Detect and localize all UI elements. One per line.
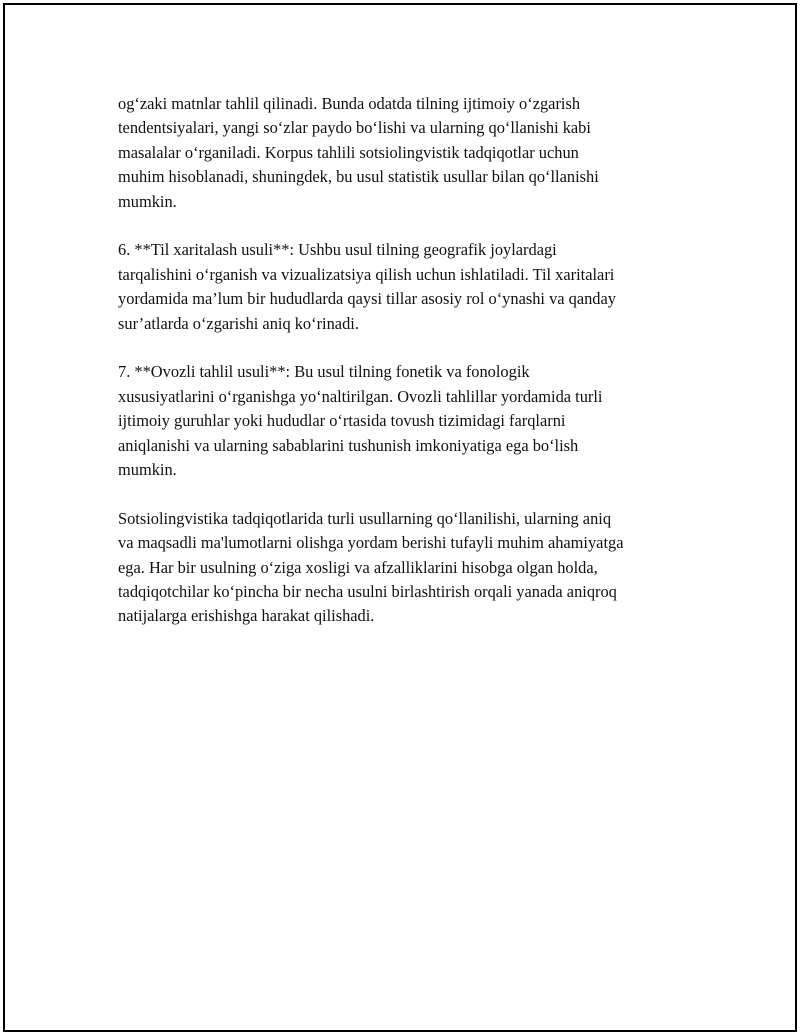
paragraph-language-mapping: 6. **Til xaritalash usuli**: Ushbu usul tilning geografik joylardagi tarqalishini o‘rganish va vizualizatsiya qilish uchun ishlatiladi. Til xaritalari yordamida ma’lum bir hududlarda qaysi tillar asosiy rol o‘ynashi va qanday sur’atlarda o‘zgarishi aniq ko‘rinadi. <box>118 240 616 333</box>
document-body <box>118 92 708 653</box>
paragraph-corpus-analysis: og‘zaki matnlar tahlil qilinadi. Bunda odatda tilning ijtimoiy o‘zgarish tendentsiyalari, yangi so‘zlar paydo bo‘lishi va ularning qo‘llanishi kabi masalalar o‘rganiladi. Korpus tahlili sotsiolingvistik tadqiqotlar uchun muhim hisoblanadi, shuningdek, bu usul statistik usullar bilan qo‘llanishi mumkin. <box>118 94 599 211</box>
paragraph-sound-analysis: 7. **Ovozli tahlil usuli**: Bu usul tilning fonetik va fonologik xususiyatlarini o‘rganishga yo‘naltirilgan. Ovozli tahlillar yordamida turli ijtimoiy guruhlar yoki hududlar o‘rtasida tovush tizimidagi farqlarni aniqlanishi va ularning sabablarini tushunish imkoniyatiga ega bo‘lish mumkin. <box>118 362 603 480</box>
paragraph-conclusion: Sotsiolingvistika tadqiqotlarida turli usullarning qo‘llanilishi, ularning aniq va maqsadli ma'lumotlarni olishga yordam berishi tufayli muhim ahamiyatga ega. Har bir usulning o‘ziga xosligi va afzalliklarini hisobga olgan holda, tadqiqotchilar ko‘pincha bir necha usulni birlashtirish orqali yanada aniqroq natijalarga erishishga harakat qilishadi. <box>118 508 624 626</box>
